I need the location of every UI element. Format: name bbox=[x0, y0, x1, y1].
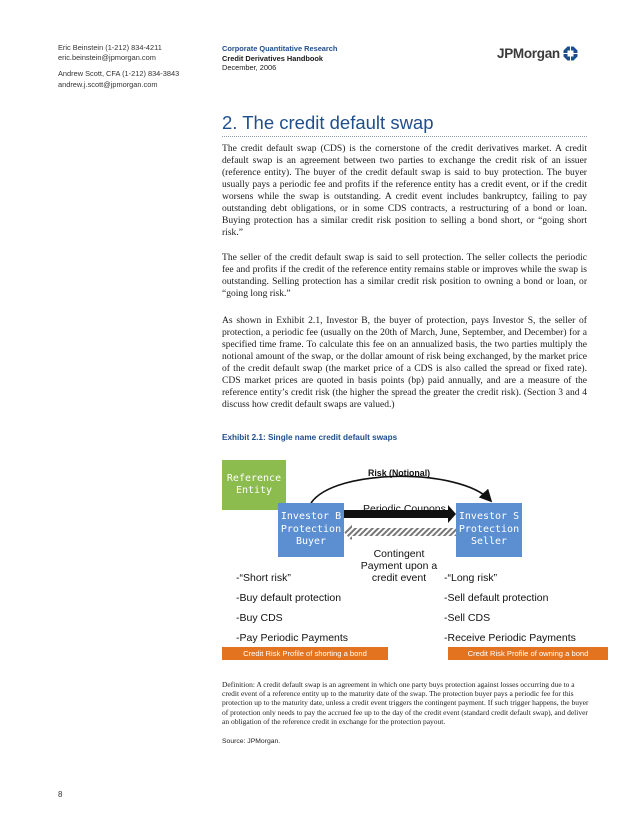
risk-notional-label: Risk (Notional) bbox=[368, 468, 431, 478]
profile-item: -“Long risk” bbox=[444, 572, 498, 584]
contact-email[interactable]: andrew.j.scott@jpmorgan.com bbox=[58, 79, 158, 89]
profile-item: -“Short risk” bbox=[236, 572, 291, 584]
contingent-payment-arrow bbox=[344, 524, 456, 541]
buyer-risk-profile bbox=[236, 568, 348, 648]
publication-date: December, 2006 bbox=[222, 63, 277, 73]
contact-line: Eric Beinstein (1-212) 834-4211 bbox=[58, 43, 162, 52]
long-bond-profile-bar: Credit Risk Profile of owning a bond bbox=[448, 647, 608, 660]
source-note: Source: JPMorgan. bbox=[222, 738, 281, 745]
section-title: 2. The credit default swap bbox=[222, 112, 434, 133]
reference-box-line: Reference bbox=[226, 472, 282, 484]
buyer-box-line: Buyer bbox=[295, 536, 327, 548]
investor-s-box bbox=[456, 503, 522, 557]
logo-text: JPMorgan bbox=[497, 45, 560, 61]
profile-item: -Sell default protection bbox=[444, 592, 549, 604]
reference-box-line: Entity bbox=[235, 485, 273, 496]
profile-item: -Buy CDS bbox=[236, 612, 283, 624]
investor-b-box bbox=[278, 503, 344, 557]
contact-line: Andrew Scott, CFA (1-212) 834-3843 bbox=[58, 69, 180, 79]
cds-definition: Definition: A credit default swap is an agreement in which one party buys protection against losses occurring due to a credit event of a reference entity up to the maturity date of the swap. The protection buyer pays a periodic fee for this protection up to the maturity date, unless a credit event triggers the contingent payment. If such trigger happens, the buyer of protection only needs to pay the accrued fee up to the day of the credit event (standard credit default swap), and deliver an obligation of the reference credit in exchange for the protection payout. bbox=[222, 680, 589, 726]
reference-entity-box bbox=[222, 460, 286, 510]
seller-risk-profile bbox=[444, 568, 576, 648]
publication-title: Credit Derivatives Handbook bbox=[222, 53, 324, 63]
body-paragraph: As shown in Exhibit 2.1, Investor B, the buyer of protection, pays Investor S, the seller of protection, a periodic fee (usually on the 20th of March, June, September, and December) for a specified time frame. To calculate this fee on an annualized basis, the two parties multiply the notional amount of the swap, or the dollar amount of risk being exchanged, by the market price of the credit default swap (the market price of a CDS is also called the spread or fixed rate). CDS market prices are quoted in basis points (bp) paid annually, and are a measure of the reference entity’s credit risk (the higher the spread the greater the credit risk). (Section 3 and 4 discuss how credit default swaps are valued.) bbox=[222, 315, 587, 410]
exhibit-title: Exhibit 2.1: Single name credit default swaps bbox=[222, 433, 398, 442]
contingent-payment-label: Contingent Payment upon a credit event bbox=[360, 548, 438, 584]
profile-item: -Sell CDS bbox=[444, 612, 491, 624]
risk-arc-arrow bbox=[311, 476, 490, 503]
body-paragraph: The credit default swap (CDS) is the cornerstone of the credit derivatives market. A credit default swap is an agreement between two parties to exchange the credit risk of an issuer (reference entity). The buyer of the credit default swap is said to buy protection. The buyer usually pays a periodic fee and profits if the reference entity has a credit event, or if the credit worsens while the swap is outstanding. A credit event includes bankruptcy, failing to pay outstanding debt obligations, or in some CDS contracts, a restructuring of a bond or loan. Buying protection has a similar credit risk position to selling a bond short, or “going short risk.” bbox=[222, 143, 587, 238]
buyer-box-line: Protection bbox=[280, 523, 342, 535]
contact-email[interactable]: eric.beinstein@jpmorgan.com bbox=[58, 53, 156, 63]
department-label: Corporate Quantitative Research bbox=[222, 44, 338, 53]
page-number: 8 bbox=[58, 790, 63, 799]
profile-item: -Buy default protection bbox=[236, 592, 342, 604]
buyer-box-line: Investor B bbox=[280, 511, 342, 523]
body-paragraph: The seller of the credit default swap is said to sell protection. The seller collects the periodic fee and profits if the credit of the reference entity remains stable or improves while the swap is outstanding. Selling protection has a similar credit risk position to owning a bond or loan, or “going long risk.” bbox=[222, 252, 587, 299]
short-bond-profile-bar: Credit Risk Profile of shorting a bond bbox=[222, 647, 388, 660]
seller-box-line: Seller bbox=[470, 536, 508, 548]
profile-item: -Pay Periodic Payments bbox=[236, 632, 349, 644]
periodic-coupons-label: Periodic Coupons bbox=[363, 503, 446, 515]
seller-box-line: Protection bbox=[458, 523, 520, 535]
seller-box-line: Investor S bbox=[458, 511, 520, 523]
profile-item: -Receive Periodic Payments bbox=[444, 632, 576, 644]
